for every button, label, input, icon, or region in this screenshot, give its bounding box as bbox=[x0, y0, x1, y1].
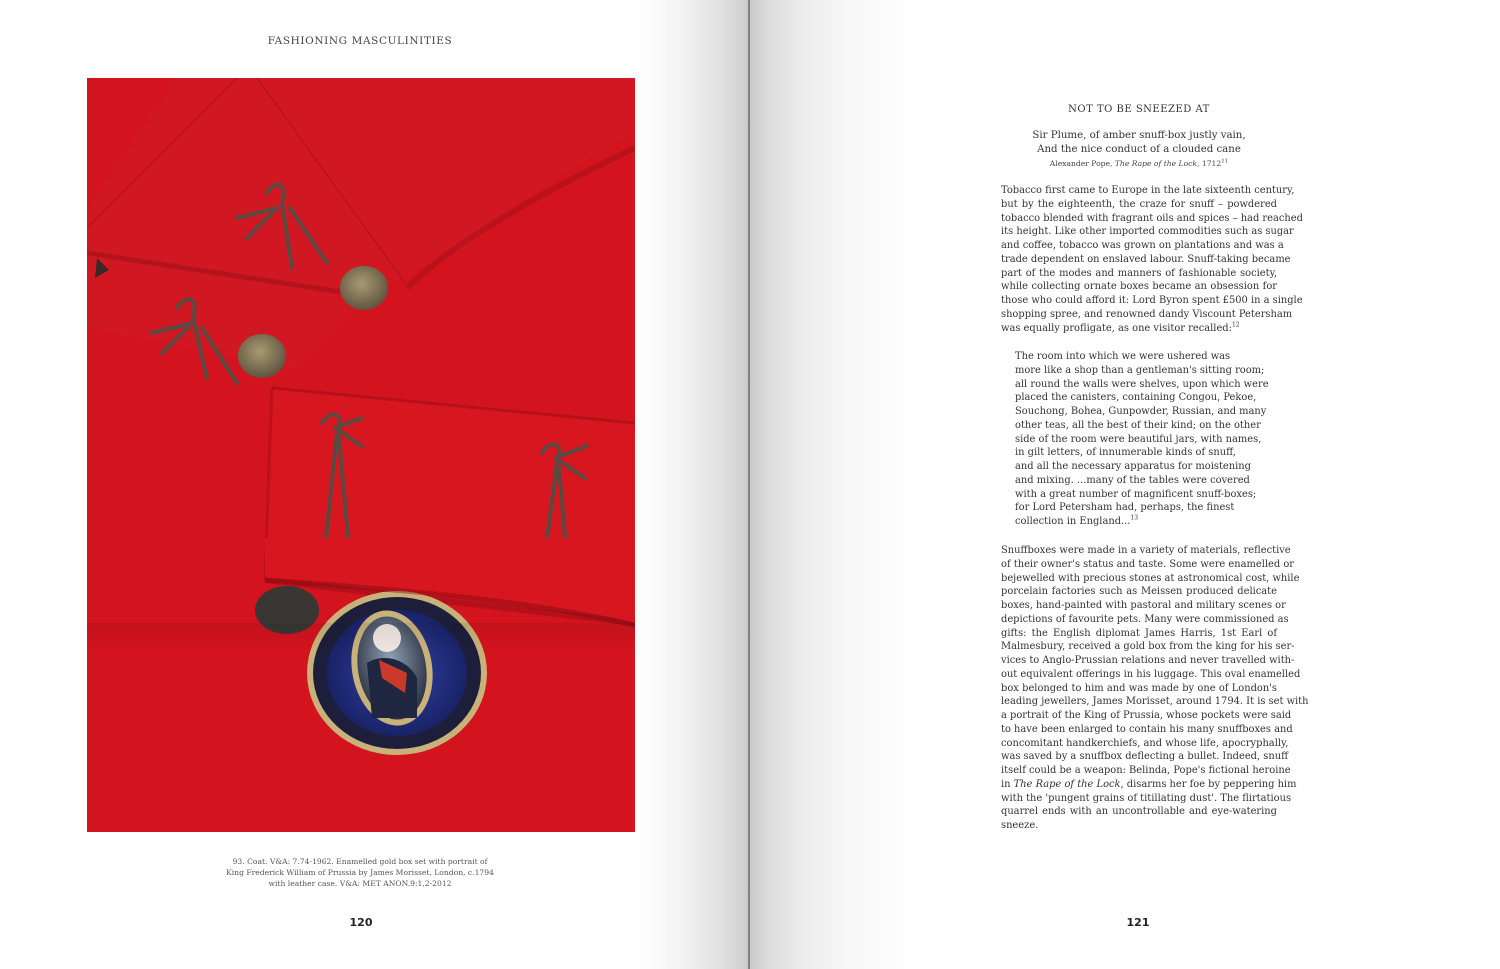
plate-coat-and-snuffbox bbox=[87, 78, 635, 832]
book-gutter bbox=[748, 0, 750, 969]
paragraph-2 bbox=[1001, 544, 1309, 833]
text-line: itself could be a weapon: Belinda, Pope's fictional heroine bbox=[1001, 765, 1291, 776]
text-line: trade dependent on enslaved labour. Snuff-taking became bbox=[1001, 253, 1291, 265]
text-line: a portrait of the King of Prussia, whose pockets were said bbox=[1001, 710, 1292, 721]
footnote-ref: 13 bbox=[1130, 514, 1139, 522]
text-line: shopping spree, and renowned dandy Viscount Petersham bbox=[1001, 308, 1293, 320]
quote-line: other teas, all the best of their kind; on the other bbox=[1015, 419, 1261, 431]
work-title: The Rape of the Lock bbox=[1013, 778, 1121, 790]
caption-line: King Frederick William of Prussia by James Morisset, London, c.1794 bbox=[226, 868, 494, 877]
page-number-right: 121 bbox=[1126, 916, 1150, 929]
text-line: box belonged to him and was made by one of London's bbox=[1001, 682, 1277, 694]
text-line: of their owner's status and taste. Some were enamelled or bbox=[1001, 558, 1294, 570]
block-quote bbox=[1015, 350, 1277, 529]
quote-line: Souchong, Bohea, Gunpowder, Russian, and many bbox=[1015, 406, 1267, 417]
text-line: vices to Anglo-Prussian relations and never travelled with- bbox=[1001, 655, 1295, 666]
text-line: out equivalent offerings in his luggage. This oval enamelled bbox=[1001, 668, 1301, 680]
text-fragment: , disarms her foe by peppering him bbox=[1120, 778, 1297, 790]
text-line: depictions of favourite pets. Many were commissioned as bbox=[1001, 613, 1289, 625]
text-fragment: in bbox=[1001, 778, 1014, 790]
text-line-content: was equally profligate, as one visitor recalled: bbox=[1001, 322, 1232, 334]
text-line: leading jewellers, James Morisset, around 1794. It is set with bbox=[1001, 696, 1309, 708]
attribution-work: The Rape of the Lock bbox=[1114, 159, 1198, 168]
epigraph-attribution bbox=[1000, 157, 1278, 170]
quote-line: The room into which we were ushered was bbox=[1015, 351, 1231, 362]
quote-line: in gilt letters, of innumerable kinds of snuff, bbox=[1015, 447, 1236, 459]
text-line bbox=[1001, 322, 1277, 336]
text-line: those who could afford it: Lord Byron spent £500 in a single bbox=[1001, 295, 1303, 306]
text-line: tobacco blended with fragrant oils and spices – had reached bbox=[1001, 212, 1303, 224]
text-line: Tobacco first came to Europe in the late sixteenth century, bbox=[1001, 185, 1295, 196]
text-line: and coffee, tobacco was grown on plantations and was a bbox=[1001, 240, 1284, 251]
text-line: concomitant handkerchiefs, and whose life, apocryphally, bbox=[1001, 737, 1289, 749]
quote-line: for Lord Petersham had, perhaps, the finest bbox=[1015, 502, 1235, 514]
running-head: FASHIONING MASCULINITIES bbox=[267, 35, 453, 47]
text-line: bejewelled with precious stones at astronomical cost, while bbox=[1001, 572, 1300, 584]
epigraph-line: Sir Plume, of amber snuff-box justly vain, bbox=[1032, 130, 1246, 141]
text-line: with the 'pungent grains of titillating dust'. The flirtatious bbox=[1001, 792, 1292, 804]
text-line: quarrel ends with an uncontrollable and eye-watering bbox=[1001, 806, 1277, 818]
text-line: was saved by a snuffbox deflecting a bullet. Indeed, snuff bbox=[1001, 751, 1289, 763]
text-line: sneeze. bbox=[1001, 820, 1039, 831]
section-title: NOT TO BE SNEEZED AT bbox=[1068, 104, 1210, 115]
text-line: to have been enlarged to contain his many snuffboxes and bbox=[1001, 723, 1293, 735]
text-line: part of the modes and manners of fashionable society, bbox=[1001, 267, 1277, 279]
gilt-button-2 bbox=[238, 334, 286, 378]
text-line: Snuffboxes were made in a variety of materials, reflective bbox=[1001, 545, 1291, 556]
text-line: Malmesbury, received a gold box from the king for his ser- bbox=[1001, 641, 1295, 653]
footnote-ref: 12 bbox=[1231, 321, 1240, 329]
text-line: gifts: the English diplomat James Harris, 1st Earl of bbox=[1001, 627, 1277, 639]
text-line: boxes, hand-painted with pastoral and military scenes or bbox=[1001, 600, 1286, 611]
text-line bbox=[1001, 778, 1297, 792]
caption-line: with leather case. V&A: MET ANON.9:1,2-2012 bbox=[268, 879, 452, 888]
text-line: porcelain factories such as Meissen produced delicate bbox=[1001, 586, 1277, 598]
coat-illustration bbox=[87, 78, 635, 832]
footnote-ref: 11 bbox=[1221, 158, 1229, 165]
quote-line bbox=[1015, 515, 1277, 529]
quote-line: and all the necessary apparatus for moistening bbox=[1015, 461, 1251, 472]
text-line: its height. Like other imported commodities such as sugar bbox=[1001, 226, 1294, 238]
gilt-button-1 bbox=[340, 266, 388, 310]
paragraph-1 bbox=[1001, 184, 1303, 335]
page-number-left: 120 bbox=[349, 916, 373, 929]
epigraph bbox=[1000, 129, 1278, 170]
quote-line: more like a shop than a gentleman's sitting room; bbox=[1015, 364, 1265, 376]
quote-line: and mixing. ...many of the tables were covered bbox=[1015, 474, 1250, 486]
epigraph-line: And the nice conduct of a clouded cane bbox=[1037, 144, 1241, 155]
quote-line: all round the walls were shelves, upon which were bbox=[1015, 378, 1269, 390]
attribution-year: , 1712 bbox=[1197, 159, 1222, 168]
quote-line: with a great number of magnificent snuff-boxes; bbox=[1015, 488, 1257, 500]
snuffbox bbox=[307, 591, 487, 755]
caption-line: 93. Coat. V&A: 7.74-1962. Enamelled gold box set with portrait of bbox=[232, 857, 488, 866]
quote-line-content: collection in England... bbox=[1015, 516, 1131, 527]
plate-caption bbox=[150, 856, 570, 889]
attribution-author: Alexander Pope, bbox=[1049, 159, 1115, 168]
quote-line: side of the room were beautiful jars, with names, bbox=[1015, 433, 1262, 445]
quote-line: placed the canisters, containing Congou, Pekoe, bbox=[1015, 392, 1257, 404]
text-line: but by the eighteenth, the craze for snuff – powdered bbox=[1001, 198, 1277, 210]
text-line: while collecting ornate boxes became an obsession for bbox=[1001, 281, 1277, 293]
